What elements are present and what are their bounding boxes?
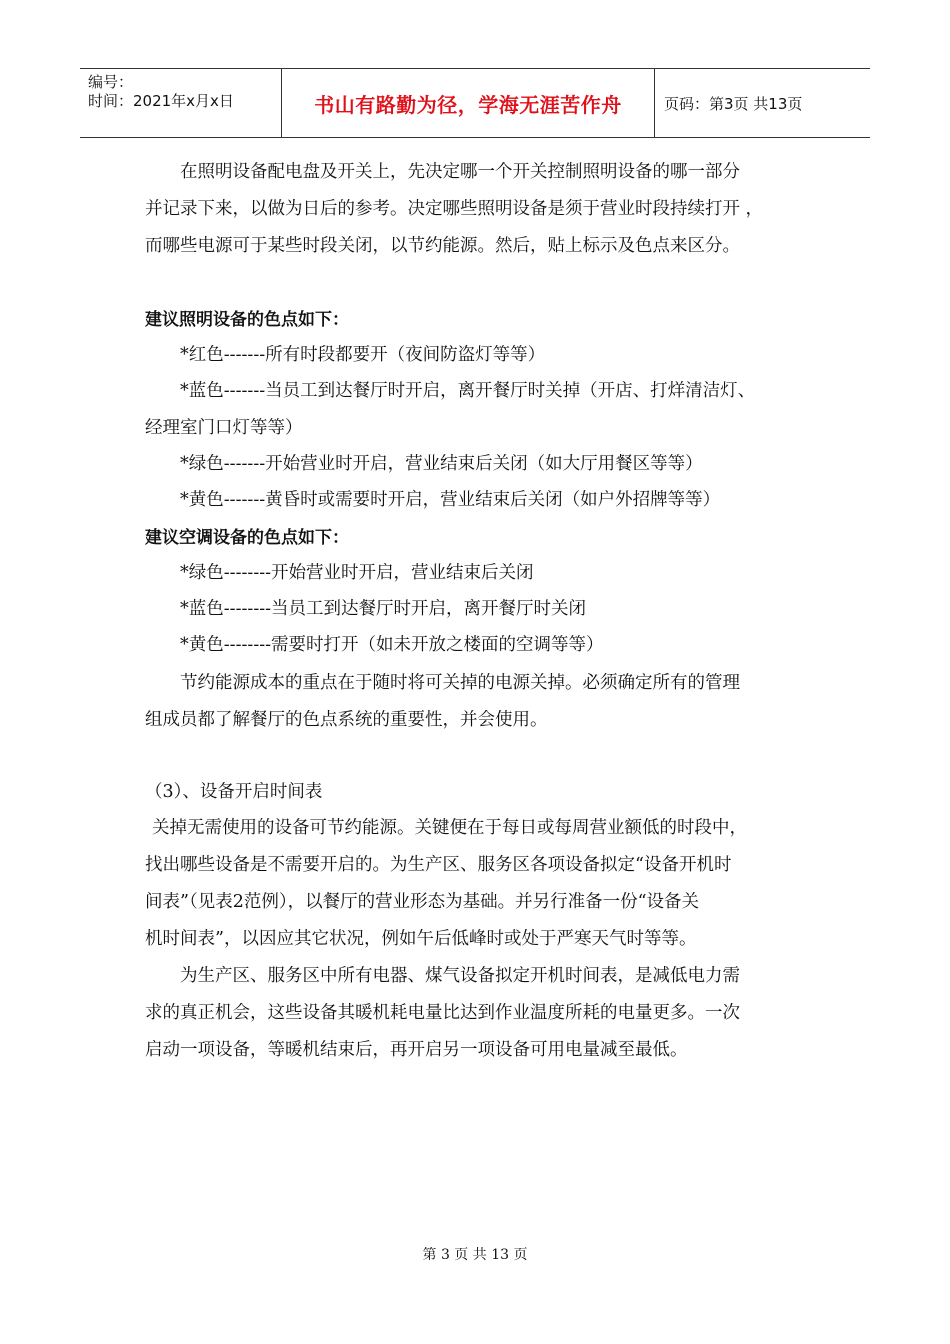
header-motto: 书山有路勤为径，学海无涯苦作舟 <box>314 92 622 117</box>
list-item: *红色-------所有时段都要开（夜间防盗灯等等） <box>180 345 546 365</box>
paragraph-line: 求的真正机会，这些设备其暖机耗电量比达到作业温度所耗的电量更多。一次 <box>145 1003 740 1023</box>
list-item: *绿色-------开始营业时开启，营业结束后关闭（如大厅用餐区等等） <box>180 454 703 474</box>
paragraph-line: 节约能源成本的重点在于随时将可关掉的电源关掉。必须确定所有的管理 <box>180 673 740 693</box>
list-item: *蓝色--------当员工到达餐厅时开启，离开餐厅时关闭 <box>180 599 587 619</box>
list-item: 经理室门口灯等等） <box>145 418 303 438</box>
lighting-heading: 建议照明设备的色点如下： <box>145 310 349 330</box>
list-item: *蓝色-------当员工到达餐厅时开启，离开餐厅时关掉（开店、打烊清洁灯、 <box>180 381 756 401</box>
paragraph-line: 并记录下来，以做为日后的参考。决定哪些照明设备是须于营业时段持续打开 ， <box>145 199 764 219</box>
paragraph-line: 机时间表”，以因应其它状况，例如午后低峰时或处于严寒天气时等等。 <box>145 929 697 949</box>
document-header <box>80 68 870 138</box>
header-page-code: 页码：第3页 共13页 <box>664 94 803 113</box>
list-item: *黄色--------需要时打开（如未开放之楼面的空调等等） <box>180 635 604 655</box>
paragraph-line: 启动一项设备，等暖机结束后，再开启另一项设备可用电量减至最低。 <box>145 1040 688 1060</box>
paragraph-line: 关掉无需使用的设备可节约能源。关键便在于每日或每周营业额低的时段中， <box>152 818 747 838</box>
paragraph-line: 而哪些电源可于某些时段关闭，以节约能源。然后，贴上标示及色点来区分。 <box>145 236 740 256</box>
paragraph-line: 在照明设备配电盘及开关上，先决定哪一个开关控制照明设备的哪一部分 <box>180 162 740 182</box>
document-date-label: 时间：2021年x月x日 <box>88 92 234 110</box>
header-info <box>88 73 234 111</box>
paragraph-line: 组成员都了解餐厅的色点系统的重要性，并会使用。 <box>145 710 548 730</box>
paragraph-line: 间表”（见表2范例），以餐厅的营业形态为基础。并另行准备一份“设备关 <box>145 892 700 912</box>
header-divider <box>654 69 655 137</box>
list-item: *黄色-------黄昏时或需要时开启，营业结束后关闭（如户外招牌等等） <box>180 490 721 510</box>
page-footer: 第 3 页 共 13 页 <box>422 1247 528 1263</box>
document-number-label: 编号： <box>88 73 134 91</box>
ac-heading: 建议空调设备的色点如下： <box>145 528 349 548</box>
paragraph-line: 找出哪些设备是不需要开启的。为生产区、服务区各项设备拟定“设备开机时 <box>145 855 732 875</box>
list-item: *绿色--------开始营业时开启，营业结束后关闭 <box>180 563 534 583</box>
section-title: （3）、设备开启时间表 <box>145 782 323 802</box>
paragraph-line: 为生产区、服务区中所有电器、煤气设备拟定开机时间表，是减低电力需 <box>180 966 740 986</box>
